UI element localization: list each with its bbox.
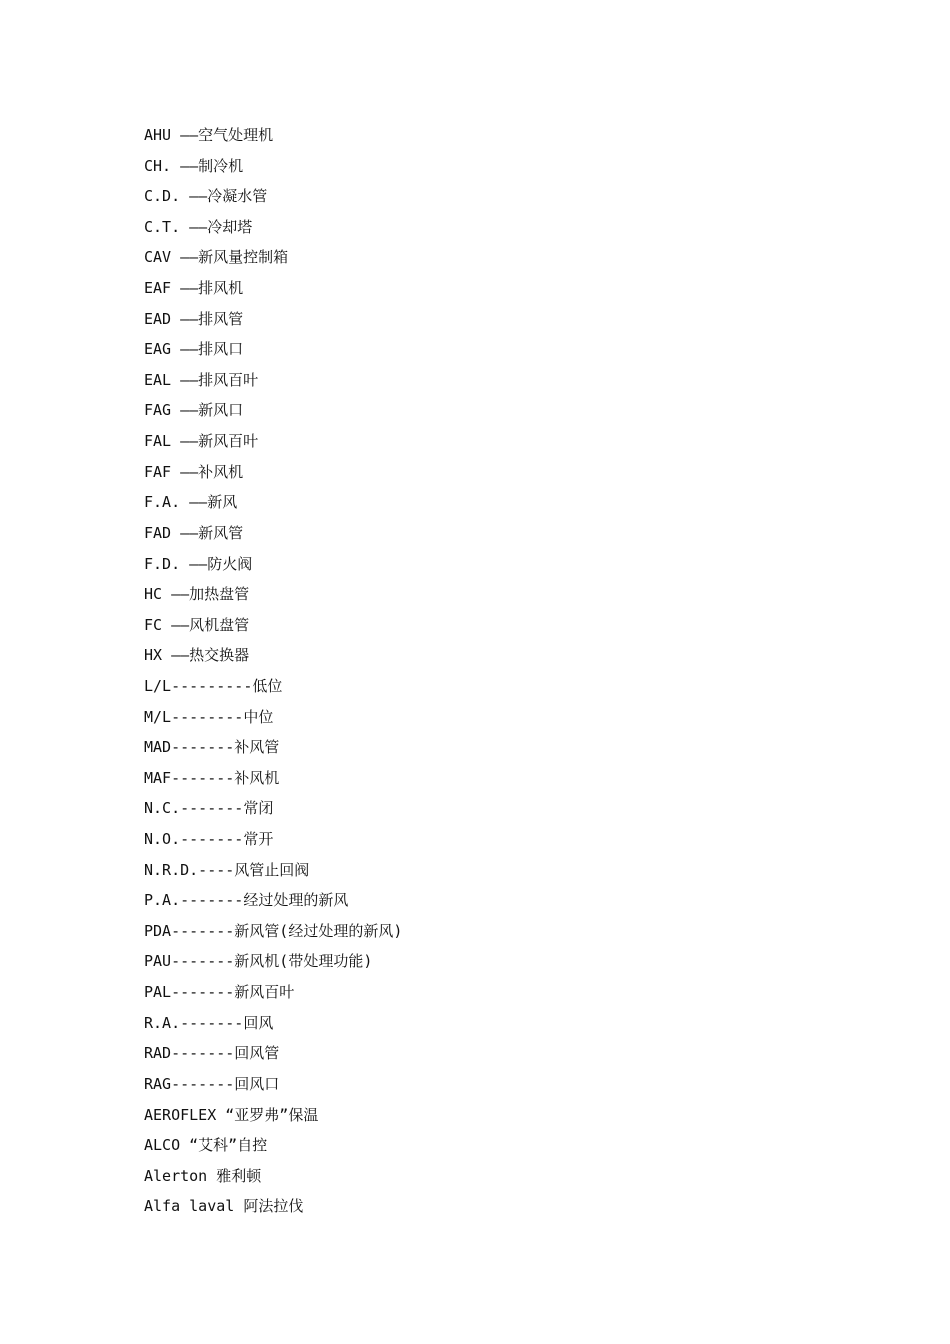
glossary-entry: M/L--------中位 <box>144 707 274 726</box>
glossary-entry: L/L---------低位 <box>144 676 283 695</box>
glossary-entry: ALCO “艾科”自控 <box>144 1136 268 1155</box>
glossary-entry: P.A.-------经过处理的新风 <box>144 891 349 910</box>
glossary-entry: Alerton 雅利顿 <box>144 1166 262 1185</box>
glossary-entry: FAL ——新风百叶 <box>144 432 259 451</box>
glossary-entry: RAD-------回风管 <box>144 1044 280 1063</box>
glossary-entry: R.A.-------回风 <box>144 1013 274 1032</box>
glossary-entry: EAF ——排风机 <box>144 279 244 298</box>
glossary-entry: C.T. ——冷却塔 <box>144 217 253 236</box>
glossary-entry: EAL ——排风百叶 <box>144 370 259 389</box>
glossary-entry: HC ——加热盘管 <box>144 585 250 604</box>
glossary-entry: F.D. ——防火阀 <box>144 554 253 573</box>
glossary-entry: FC ——风机盘管 <box>144 615 250 634</box>
glossary-entry: N.C.-------常闭 <box>144 799 274 818</box>
glossary-entry: FAG ——新风口 <box>144 401 244 420</box>
glossary-entry: PDA-------新风管(经过处理的新风) <box>144 921 403 940</box>
glossary-entry: CAV ——新风量控制箱 <box>144 248 289 267</box>
glossary-entry: AEROFLEX “亚罗弗”保温 <box>144 1105 319 1124</box>
glossary-entry: EAG ——排风口 <box>144 340 244 359</box>
glossary-entry: RAG-------回风口 <box>144 1074 280 1093</box>
glossary-entry: F.A. ——新风 <box>144 493 238 512</box>
glossary-entry: C.D. ——冷凝水管 <box>144 187 268 206</box>
glossary-entry: MAD-------补风管 <box>144 738 280 757</box>
glossary-entry: EAD ——排风管 <box>144 309 244 328</box>
glossary-entry: FAF ——补风机 <box>144 462 244 481</box>
glossary-entry: Alfa laval 阿法拉伐 <box>144 1197 304 1216</box>
glossary-entry: PAU-------新风机(带处理功能) <box>144 952 373 971</box>
glossary-entry: FAD ——新风管 <box>144 523 244 542</box>
glossary-entry: MAF-------补风机 <box>144 768 280 787</box>
glossary-entry: CH. ——制冷机 <box>144 156 244 175</box>
hvac-abbreviation-glossary <box>144 122 402 1224</box>
glossary-entry: N.R.D.----风管止回阀 <box>144 860 310 879</box>
glossary-entry: PAL-------新风百叶 <box>144 983 295 1002</box>
glossary-entry: HX ——热交换器 <box>144 646 250 665</box>
glossary-entry: N.O.-------常开 <box>144 830 274 849</box>
glossary-entry: AHU ——空气处理机 <box>144 126 274 144</box>
